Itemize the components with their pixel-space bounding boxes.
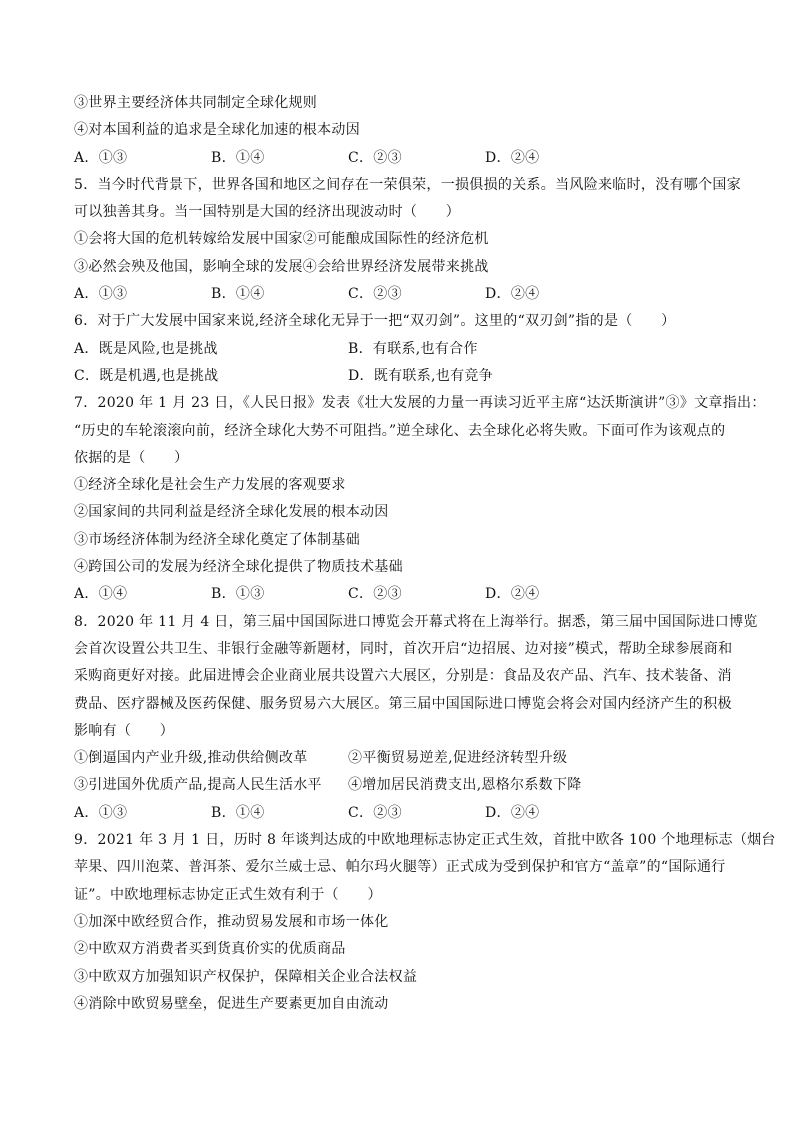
answer-option: B．①③ bbox=[211, 586, 265, 603]
text-line: ②中欧双方消费者买到货真价实的优质商品 bbox=[74, 941, 346, 958]
answer-option: B．①④ bbox=[211, 804, 265, 821]
text-line: 采购商更好对接。此届进博会企业商业展共设置六大展区，分别是：食品及农产品、汽车、技术装备、消 bbox=[74, 668, 732, 685]
text-line: 影响有（ ） bbox=[74, 722, 175, 739]
text-line: 证”。中欧地理标志协定正式生效有利于（ ） bbox=[74, 886, 382, 903]
answer-options-row bbox=[74, 285, 724, 312]
text-line: 6．对于广大发展中国家来说,经济全球化无异于一把“双刃剑”。这里的“双刃剑”指的是（ ） bbox=[74, 313, 676, 330]
answer-option: A．①③ bbox=[74, 149, 128, 166]
text-line: 9．2021 年 3 月 1 日，历时 8 年谈判达成的中欧地理标志协定正式生效，首批中欧各 100 个地理标志（烟台 bbox=[74, 832, 776, 849]
statement-pair-row bbox=[74, 749, 724, 776]
text-line: ③市场经济体制为经济全球化奠定了体制基础 bbox=[74, 531, 360, 548]
answer-option: D．②④ bbox=[485, 149, 540, 166]
text-line: ④消除中欧贸易壁垒，促进生产要素更加自由流动 bbox=[74, 995, 389, 1012]
answer-options-row bbox=[74, 585, 724, 612]
answer-options-row bbox=[74, 340, 724, 367]
document-page bbox=[74, 94, 776, 1022]
text-line: 苹果、四川泡菜、普洱茶、爱尔兰威士忌、帕尔玛火腿等）正式成为受到保护和官方“盖章”的“国际通行 bbox=[74, 859, 726, 876]
answer-option: A．①③ bbox=[74, 804, 128, 821]
statement-item: ①倒逼国内产业升级,推动供给侧改革 bbox=[74, 750, 308, 767]
answer-option: B．①④ bbox=[211, 149, 265, 166]
answer-option: D．②④ bbox=[485, 804, 540, 821]
text-line: ④对本国利益的追求是全球化加速的根本动因 bbox=[74, 122, 360, 139]
answer-option: C．既是机遇,也是挑战 bbox=[74, 367, 219, 384]
text-line: ③中欧双方加强知识产权保护，保障相关企业合法权益 bbox=[74, 968, 418, 985]
answer-option: C．②③ bbox=[348, 586, 402, 603]
text-line: 依据的是（ ） bbox=[74, 449, 189, 466]
statement-pair-row bbox=[74, 776, 724, 803]
answer-option: D．既有联系,也有竞争 bbox=[348, 367, 493, 384]
answer-option: C．②③ bbox=[348, 149, 402, 166]
text-line: 8．2020 年 11 月 4 日，第三届中国国际进口博览会开幕式将在上海举行。据悉，第三届中国国际进口博览 bbox=[74, 613, 758, 630]
answer-option: C．②③ bbox=[348, 286, 402, 303]
text-line: ①加深中欧经贸合作，推动贸易发展和市场一体化 bbox=[74, 913, 389, 930]
answer-option: A．①④ bbox=[74, 586, 128, 603]
text-line: ②国家间的共同利益是经济全球化发展的根本动因 bbox=[74, 504, 389, 521]
text-line: 会首次设置公共卫生、非银行金融等新题材，同时，首次开启“边招展、边对接”模式，帮助全球参展商和 bbox=[74, 640, 733, 657]
answer-option: D．②④ bbox=[485, 586, 540, 603]
text-line: ①经济全球化是社会生产力发展的客观要求 bbox=[74, 477, 346, 494]
text-line: 7．2020 年 1 月 23 日，《人民日报》发表《壮大发展的力量一再读习近平主席“达沃斯演讲”③》文章指出： bbox=[74, 395, 766, 412]
text-line: ③必然会殃及他国，影响全球的发展④会给世界经济发展带来挑战 bbox=[74, 258, 489, 275]
text-line: 费品、医疗器械及医药保健、服务贸易六大展区。第三届中国国际进口博览会将会对国内经济产生的积极 bbox=[74, 695, 732, 712]
answer-options-row bbox=[74, 149, 724, 176]
answer-options-row bbox=[74, 804, 724, 831]
answer-options-row bbox=[74, 367, 724, 394]
answer-option: B．①④ bbox=[211, 286, 265, 303]
text-line: 可以独善其身。当一国特别是大国的经济出现波动时（ ） bbox=[74, 204, 461, 221]
text-line: ④跨国公司的发展为经济全球化提供了物质技术基础 bbox=[74, 559, 403, 576]
text-line: 5．当今时代背景下，世界各国和地区之间存在一荣俱荣，一损俱损的关系。当风险来临时，没有哪个国家 bbox=[74, 176, 742, 193]
statement-item: ③引进国外优质产品,提高人民生活水平 bbox=[74, 777, 322, 794]
text-line: “历史的车轮滚滚向前，经济全球化大势不可阻挡。”逆全球化、去全球化必将失败。下面可作为该观点的 bbox=[74, 422, 726, 439]
answer-option: D．②④ bbox=[485, 286, 540, 303]
answer-option: A．①③ bbox=[74, 286, 128, 303]
answer-option: B．有联系,也有合作 bbox=[348, 340, 478, 357]
answer-option: C．②③ bbox=[348, 804, 402, 821]
statement-item: ④增加居民消费支出,恩格尔系数下降 bbox=[348, 777, 582, 794]
answer-option: A．既是风险,也是挑战 bbox=[74, 340, 218, 357]
statement-item: ②平衡贸易逆差,促进经济转型升级 bbox=[348, 750, 568, 767]
text-line: ③世界主要经济体共同制定全球化规则 bbox=[74, 95, 318, 111]
text-line: ①会将大国的危机转嫁给发展中国家②可能酿成国际性的经济危机 bbox=[74, 231, 489, 248]
